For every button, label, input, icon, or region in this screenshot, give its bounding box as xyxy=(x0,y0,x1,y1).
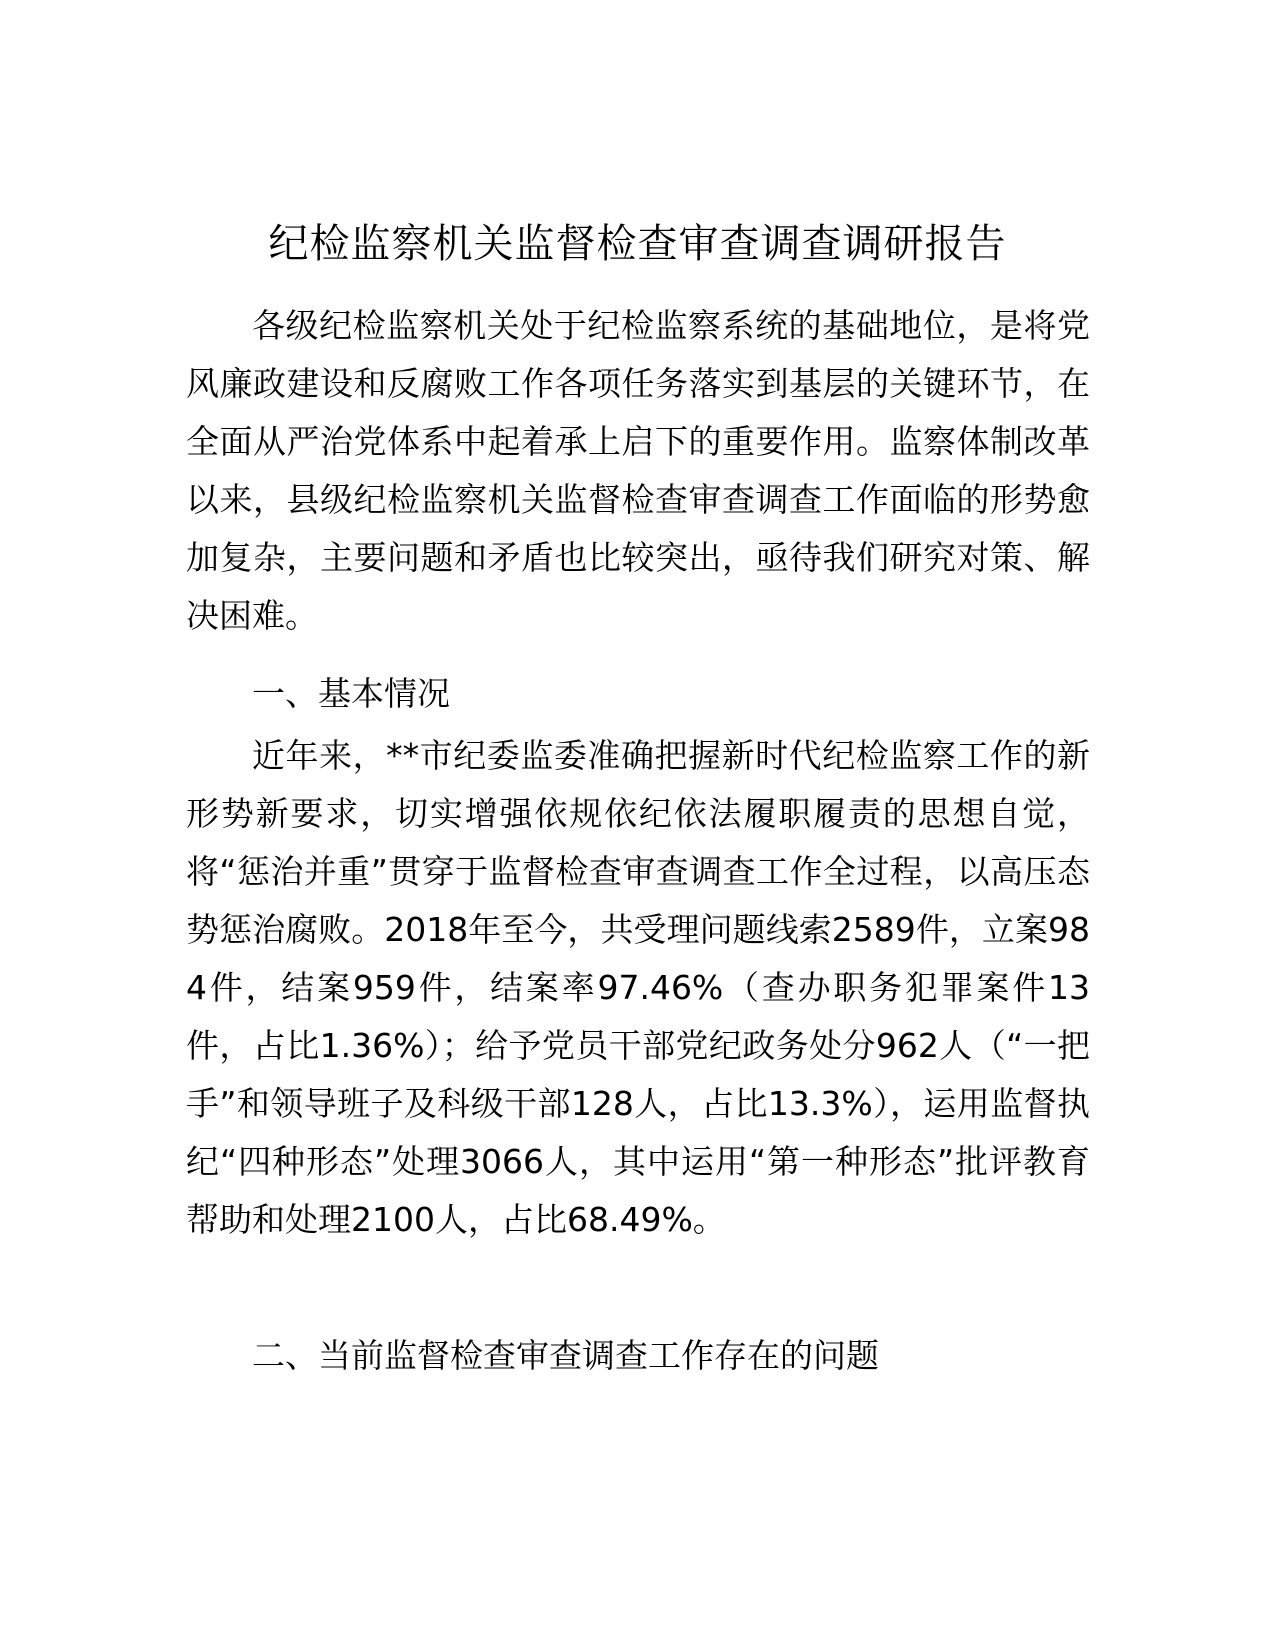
basic-situation-paragraph: 近年来，**市纪委监委准确把握新时代纪检监察工作的新形势新要求，切实增强依规依纪依法履职履责的思想自觉，将“惩治并重”贯穿于监督检查审查调查工作全过程，以高压态势惩治腐败。2018年至今，共受理问题线索2589件，立案984件，结案959件，结案率97.46%（查办职务犯罪案件13件，占比1.36%）；给予党员干部党纪政务处分962人（“一把手”和领导班子及科级干部128人，占比13.3%），运用监督执纪“四种形态”处理3066人，其中运用“第一种形态”批评教育帮助和处理2100人，占比68.49%。 xyxy=(186,736,1090,1239)
section-heading-current-problems: 二、当前监督检查审查调查工作存在的问题 xyxy=(252,1336,879,1375)
document-title: 纪检监察机关监督检查审查调查调研报告 xyxy=(268,221,1007,267)
intro-paragraph: 各级纪检监察机关处于纪检监察系统的基础地位，是将党风廉政建设和反腐败工作各项任务落实到基层的关键环节，在全面从严治党体系中起着承上启下的重要作用。监察体制改革以来，县级纪检监察机关监督检查审查调查工作面临的形势愈加复杂，主要问题和矛盾也比较突出，亟待我们研究对策、解决困难。 xyxy=(186,306,1090,635)
section-heading-basic-situation: 一、基本情况 xyxy=(252,674,450,713)
